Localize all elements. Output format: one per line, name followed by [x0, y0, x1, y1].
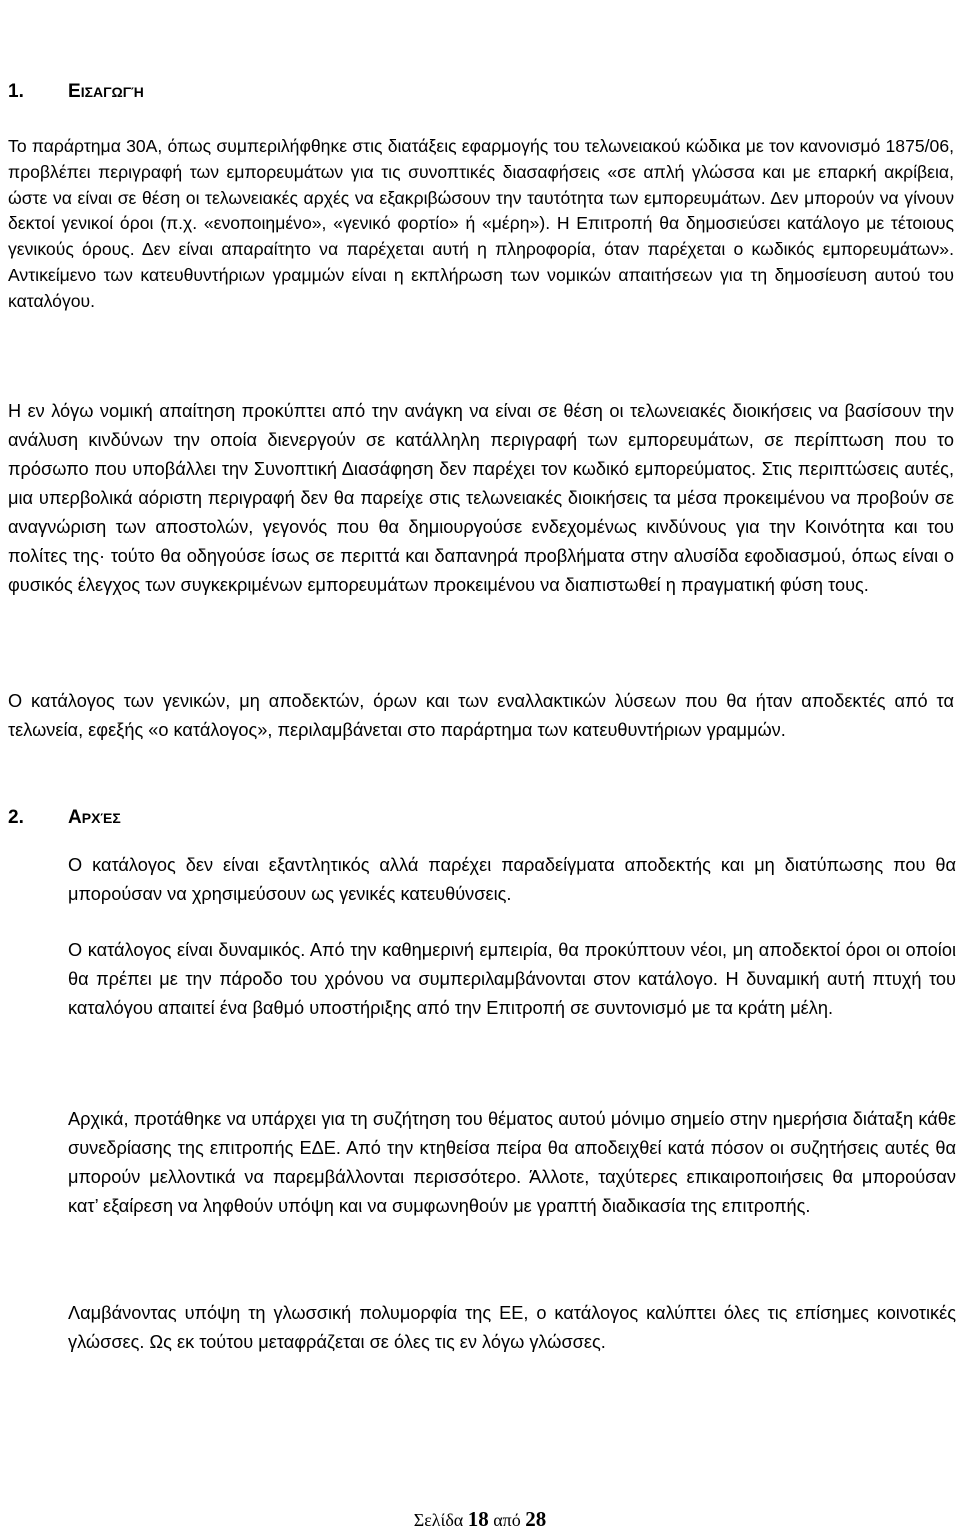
paragraph: Αρχικά, προτάθηκε να υπάρχει για τη συζήτηση του θέματος αυτού μόνιμο σημείο στην ημερήσια διάταξη κάθε συνεδρίασης της επιτροπής ΕΔΕ. Από την κτηθείσα πείρα θα αποδειχθεί κατά πόσον οι συζητήσεις αυτές θα μπορούν μελλοντικά να παρεμβάλλονται περισσότερο. Άλλοτε, ταχύτερες επικαιροποιήσεις θα μπορούσαν κατ’ εξαίρεση να ληφθούν υπόψη και να συμφωνηθούν με γραπτή διαδικασία της επιτροπής. — [68, 1109, 956, 1216]
section-title-rest: ΡΧΈΣ — [81, 810, 121, 826]
paragraph: Λαμβάνοντας υπόψη τη γλωσσική πολυμορφία της ΕΕ, ο κατάλογος καλύπτει όλες τις επίσημες κοινοτικές γλώσσες. Ως εκ τούτου μεταφράζεται σε όλες τις εν λόγω γλώσσες. — [68, 1303, 956, 1352]
paragraph: Το παράρτημα 30Α, όπως συμπεριλήφθηκε στις διατάξεις εφαρμογής του τελωνειακού κώδικα με τον κανονισμό 1875/06, προβλέπει περιγραφή των εμπορευμάτων για τις συνοπτικές διασαφήσεις «σε απλή γλώσσα και με επαρκή ακρίβεια, ώστε να είναι σε θέση οι τελωνειακές αρχές να εξακριβώσουν την ταυτότητα των εμπορευμάτων. Δεν μπορούν να γίνουν δεκτοί γενικοί όροι (π.χ. «ενοποιημένο», «γενικό φορτίο» ή «μέρη»). Η Επιτροπή θα δημοσιεύσει κατάλογο με τέτοιους γενικούς όρους. Δεν είναι απαραίτητο να παρέχεται αυτή η πληροφορία, όταν παρέχεται ο κωδικός εμπορευμάτων». Αντικείμενο των κατευθυντήριων γραμμών είναι η εκπλήρωση των νομικών απαιτήσεων για τη δημοσίευση αυτού του καταλόγου. — [8, 136, 954, 311]
section-1-heading — [8, 80, 144, 104]
section-title-rest: ΙΣΑΓΩΓΉ — [80, 84, 144, 100]
footer-page-total: 28 — [525, 1507, 547, 1531]
paragraph: Η εν λόγω νομική απαίτηση προκύπτει από την ανάγκη να είναι σε θέση οι τελωνειακές διοικήσεις να βασίσουν την ανάλυση κινδύνων την οποία διενεργούν σε κατάλληλη περιγραφή των εμπορευμάτων, σε περίπτωση που το πρόσωπο που υποβάλλει την Συνοπτική Διασάφηση δεν παρέχει τον κωδικό εμπορεύματος. Στις περιπτώσεις αυτές, μια υπερβολικά αόριστη περιγραφή δεν θα παρείχε στις τελωνειακές διοικήσεις τα μέσα προκειμένου να προβούν σε αναγνώριση των αποστολών, γεγονός που θα δημιουργούσε ενδεχομένως κινδύνους για την Κοινότητα και του πολίτες της· τούτο θα οδηγούσε ίσως σε περιττά και δαπανηρά προβλήματα στην αλυσίδα εφοδιασμού, όπως είναι ο φυσικός έλεγχος των συγκεκριμένων εμπορευμάτων προκειμένου να διαπιστωθεί η πραγματική φύση τους. — [8, 401, 954, 595]
section-number: 2. — [8, 807, 24, 828]
footer-of-label: από — [493, 1510, 521, 1530]
section-number: 1. — [8, 81, 24, 102]
paragraph: Ο κατάλογος είναι δυναμικός. Από την καθημερινή εμπειρία, θα προκύπτουν νέοι, μη αποδεκτοί όροι οι οποίοι θα πρέπει με την πάροδο του χρόνου να συμπεριλαμβάνονται στον κατάλογο. Η δυναμική αυτή πτυχή του καταλόγου απαιτεί ένα βαθμό υποστήριξης από την Επιτροπή σε συντονισμό με τα κράτη μέλη. — [68, 940, 956, 1018]
footer-page-number: 18 — [467, 1507, 489, 1531]
section-title-initial: Ε — [68, 81, 81, 102]
section-title-initial: Α — [68, 807, 82, 828]
section-2-heading — [8, 806, 121, 830]
page-footer — [0, 1508, 960, 1531]
paragraph: Ο κατάλογος δεν είναι εξαντλητικός αλλά παρέχει παραδείγματα αποδεκτής και μη διατύπωσης που θα μπορούσαν να χρησιμεύσουν ως γενικές κατευθύνσεις. — [68, 855, 956, 904]
paragraph: Ο κατάλογος των γενικών, μη αποδεκτών, όρων και των εναλλακτικών λύσεων που θα ήταν αποδεκτές από τα τελωνεία, εφεξής «ο κατάλογος», περιλαμβάνεται στο παράρτημα των κατευθυντήριων γραμμών. — [8, 691, 954, 740]
footer-page-label: Σελίδα — [413, 1510, 464, 1530]
